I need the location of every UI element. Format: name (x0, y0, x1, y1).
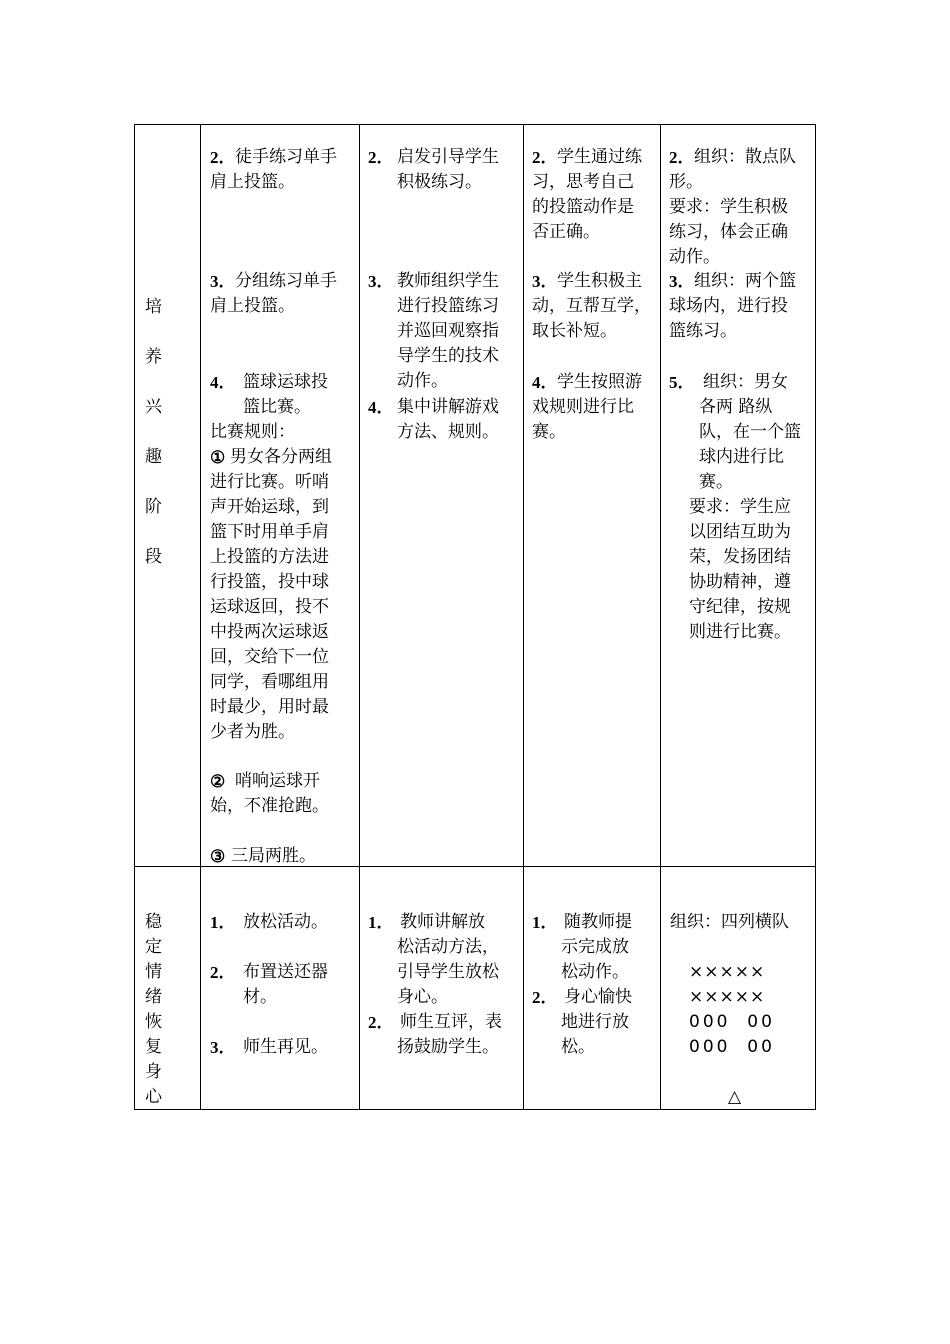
item-text-line: 肩上投篮。 (210, 296, 295, 316)
item-number: 1． (532, 913, 558, 932)
item-text-line: 师生再见。 (243, 1037, 328, 1057)
item-text-line: 习，思考自己 (532, 172, 634, 192)
item-text-line: 材。 (243, 987, 277, 1007)
item-text-line: 学生通过练 (557, 147, 642, 167)
formation-row: ××××× (689, 987, 766, 1007)
content-cell (201, 125, 359, 866)
item-text-line: 导学生的技术 (397, 346, 499, 366)
item-number: 2． (532, 148, 558, 167)
table-border-right (815, 124, 816, 1110)
stage-character: 养 (145, 347, 162, 367)
item-text-line: 各两 路纵 (699, 397, 773, 417)
item-text-line: 赛。 (699, 472, 733, 492)
item-text-line: 身心愉快 (564, 987, 632, 1007)
item-text-line: 上投篮的方法进 (210, 547, 329, 567)
item-text-line: 协助精神，遵 (689, 572, 791, 592)
item-text-line: 教师组织学生 (397, 271, 499, 291)
item-number: 2． (669, 148, 695, 167)
item-number: 1． (368, 913, 394, 932)
item-text-line: 学生积极主 (557, 271, 642, 291)
item-text-line: 松活动方法， (397, 937, 499, 957)
stage-character: 培 (145, 297, 162, 317)
item-text-line: 肩上投篮。 (210, 172, 295, 192)
stage-character: 兴 (145, 397, 162, 417)
item-text-line: 以团结互助为 (689, 522, 791, 542)
item-text-line: 形。 (669, 172, 703, 192)
item-text-line: 取长补短。 (532, 321, 617, 341)
item-number: 4． (532, 373, 558, 392)
item-text-line: 回，交给下一位 (210, 647, 329, 667)
item-number: 3． (368, 272, 394, 291)
item-text-line: 启发引导学生 (397, 147, 499, 167)
item-text-line: 动，互帮互学， (532, 296, 651, 316)
teacher-position-icon: △ (728, 1087, 742, 1107)
item-text-line: 进行投篮练习 (397, 296, 499, 316)
formation-row: 000 00 (689, 1037, 775, 1057)
item-number: 4． (210, 373, 236, 392)
item-text-line: 中投两次运球返 (210, 622, 329, 642)
stage-character: 情 (145, 962, 162, 982)
item-text-line: 守纪律，按规 (689, 597, 791, 617)
item-number: 2． (368, 148, 394, 167)
teacher-cell (360, 867, 523, 1109)
item-text-line: 哨响运球开 (235, 771, 320, 791)
item-text-line: 扬鼓励学生。 (397, 1037, 499, 1057)
organization-cell (661, 867, 815, 1109)
item-text-line: 要求：学生积极 (669, 197, 788, 217)
item-text-line: 篮下时用单手肩 (210, 522, 329, 542)
item-number: ① (210, 448, 226, 467)
item-text-line: 戏规则进行比 (532, 397, 634, 417)
item-text-line: 时最少，用时最 (210, 697, 329, 717)
item-text-line: 身心。 (397, 987, 448, 1007)
item-text-line: 则进行比赛。 (689, 622, 791, 642)
item-text-line: 积极练习。 (397, 172, 482, 192)
item-text-line: 集中讲解游戏 (397, 397, 499, 417)
item-text-line: 组织：男女 (703, 372, 788, 392)
item-text-line: 放松活动。 (243, 912, 328, 932)
stage-cell (135, 125, 200, 866)
formation-row: 000 00 (689, 1012, 775, 1032)
item-text-line: 队，在一个篮 (699, 422, 801, 442)
content-cell (201, 867, 359, 1109)
item-number: 3． (210, 1038, 236, 1057)
stage-character: 心 (145, 1087, 162, 1107)
item-text-line: 进行比赛。听哨 (210, 472, 329, 492)
stage-character: 段 (145, 547, 162, 567)
stage-character: 绪 (145, 987, 162, 1007)
item-text-line: 并巡回观察指 (397, 321, 499, 341)
item-number: 2． (532, 988, 558, 1007)
item-number: 3． (532, 272, 558, 291)
item-text-line: 松动作。 (561, 962, 629, 982)
item-text-line: 教师讲解放 (400, 912, 485, 932)
item-text-line: 男女各分两组 (230, 447, 332, 467)
student-cell (524, 125, 660, 866)
stage-character: 趣 (145, 447, 162, 467)
item-text-line: 否正确。 (532, 222, 600, 242)
item-text-line: 篮比赛。 (243, 397, 311, 417)
stage-character: 恢 (145, 1012, 162, 1032)
item-number: 2． (210, 148, 236, 167)
item-text-line: 动作。 (669, 247, 720, 267)
item-number: ② (210, 772, 226, 791)
item-text-line: 篮球运球投 (243, 372, 328, 392)
item-text-line: 少者为胜。 (210, 722, 295, 742)
item-text-line: 三局两胜。 (231, 846, 316, 866)
stage-character: 稳 (145, 912, 162, 932)
item-text-line: 引导学生放松 (397, 962, 499, 982)
item-text-line: 始，不准抢跑。 (210, 796, 329, 816)
stage-character: 复 (145, 1037, 162, 1057)
item-text-line: 运球返回，投不 (210, 597, 329, 617)
item-text-line: 组织：两个篮 (694, 271, 796, 291)
item-text-line: 的投篮动作是 (532, 197, 634, 217)
item-text-line: 师生互评，表 (400, 1012, 502, 1032)
item-text-line: 地进行放 (561, 1012, 629, 1032)
stage-character: 定 (145, 937, 162, 957)
item-text-line: 随教师提 (564, 912, 632, 932)
item-text-line: 球场内，进行投 (669, 296, 788, 316)
stage-cell (135, 867, 200, 1109)
item-number: 5． (669, 373, 695, 392)
item-text-line: 方法、规则。 (397, 422, 499, 442)
item-text-line: 荣，发扬团结 (689, 547, 791, 567)
item-number: 4． (368, 398, 394, 417)
item-text-line: 要求：学生应 (689, 497, 791, 517)
item-text-line: 组织：散点队 (694, 147, 796, 167)
stage-character: 身 (145, 1062, 162, 1082)
item-text-line: 布置送还器 (243, 962, 328, 982)
student-cell (524, 867, 660, 1109)
item-text-line: 练习，体会正确 (669, 222, 788, 242)
item-text-line: 动作。 (397, 371, 448, 391)
teacher-cell (360, 125, 523, 866)
item-text-line: 分组练习单手 (235, 271, 337, 291)
item-text-line: 同学，看哪组用 (210, 672, 329, 692)
item-text-line: 球内进行比 (699, 447, 784, 467)
item-text-line: 篮练习。 (669, 321, 737, 341)
item-text-line: 学生按照游 (557, 372, 642, 392)
item-number: 2． (210, 963, 236, 982)
item-text-line: 示完成放 (561, 937, 629, 957)
item-number: 2． (368, 1013, 394, 1032)
stage-character: 阶 (145, 497, 162, 517)
formation-row: ××××× (689, 962, 766, 982)
item-text-line: 比赛规则： (210, 422, 295, 442)
item-text-line: 行投篮，投中球 (210, 572, 329, 592)
item-number: 1． (210, 913, 236, 932)
organization-label: 组织：四列横队 (670, 912, 789, 932)
item-text-line: 声开始运球，到 (210, 497, 329, 517)
organization-cell (661, 125, 815, 866)
item-number: 3． (669, 272, 695, 291)
item-number: 3． (210, 272, 236, 291)
table-border-bottom (134, 1109, 816, 1110)
item-text-line: 徒手练习单手 (235, 147, 337, 167)
item-text-line: 松。 (561, 1037, 595, 1057)
item-text-line: 赛。 (532, 422, 566, 442)
item-number: ③ (210, 847, 226, 866)
